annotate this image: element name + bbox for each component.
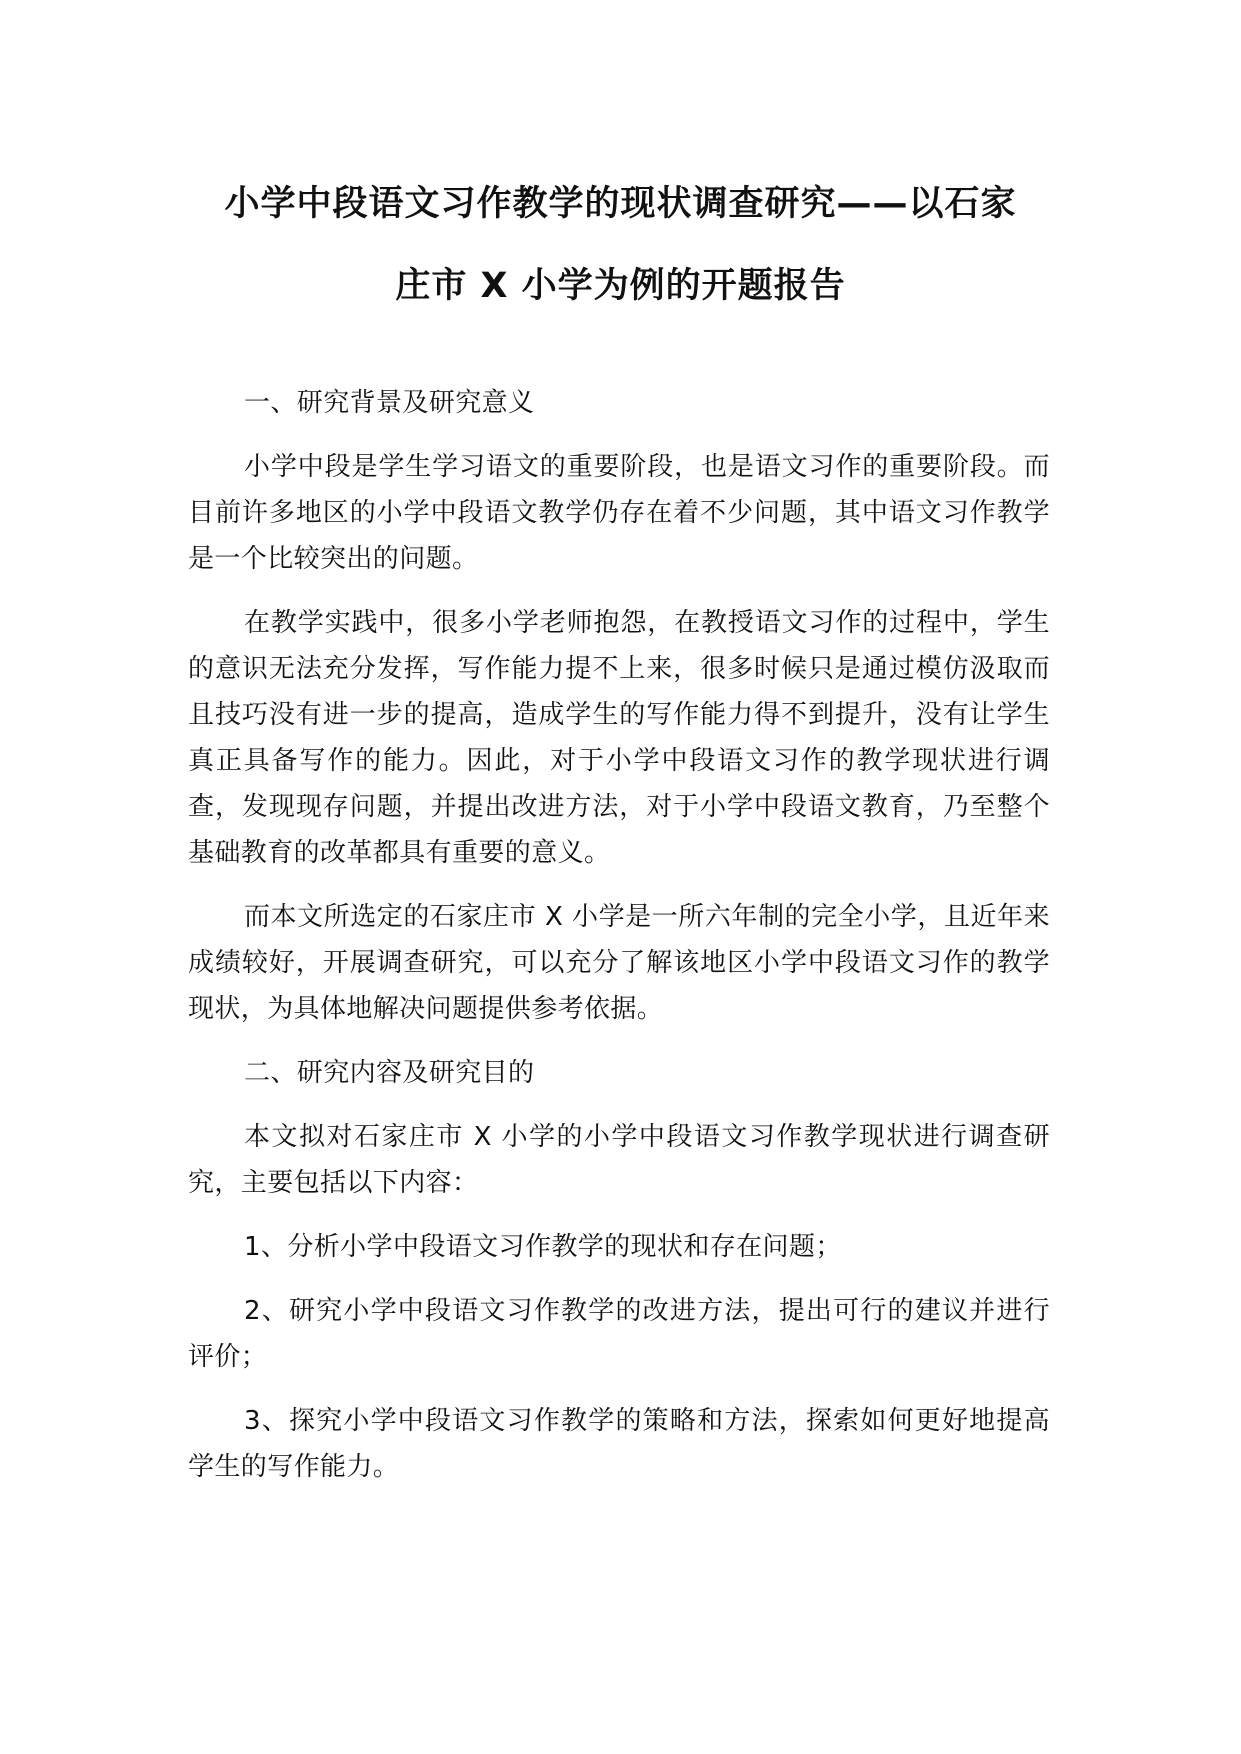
document-title-line-1: 小学中段语文习作教学的现状调查研究——以石家 xyxy=(224,184,1017,224)
document-title-line-2: 庄市 X 小学为例的开题报告 xyxy=(395,266,846,306)
paragraph-content-intro: 本文拟对石家庄市 X 小学的小学中段语文习作教学现状进行调查研究，主要包括以下内容： xyxy=(188,1122,1050,1198)
section-heading-content: 二、研究内容及研究目的 xyxy=(244,1058,535,1088)
section-heading-background: 一、研究背景及研究意义 xyxy=(244,388,535,418)
list-item-2: 2、研究小学中段语文习作教学的改进方法，提出可行的建议并进行评价； xyxy=(188,1296,1050,1372)
list-item-1: 1、分析小学中段语文习作教学的现状和存在问题； xyxy=(244,1232,842,1262)
list-item-3: 3、探究小学中段语文习作教学的策略和方法，探索如何更好地提高学生的写作能力。 xyxy=(188,1406,1050,1482)
paragraph-practice: 在教学实践中，很多小学老师抱怨，在教授语文习作的过程中，学生的意识无法充分发挥，写作能力提不上来，很多时候只是通过模仿汲取而且技巧没有进一步的提高，造成学生的写作能力得不到提升，没有让学生真正具备写作的能力。因此，对于小学中段语文习作的教学现状进行调查，发现现存问题，并提出改进方法，对于小学中段语文教育，乃至整个基础教育的改革都具有重要的意义。 xyxy=(188,608,1050,868)
paragraph-school: 而本文所选定的石家庄市 X 小学是一所六年制的完全小学，且近年来成绩较好，开展调查研究，可以充分了解该地区小学中段语文习作的教学现状，为具体地解决问题提供参考依据。 xyxy=(188,902,1050,1024)
document-body xyxy=(188,380,1050,1490)
paragraph-intro: 小学中段是学生学习语文的重要阶段，也是语文习作的重要阶段。而目前许多地区的小学中段语文教学仍存在着不少问题，其中语文习作教学是一个比较突出的问题。 xyxy=(188,452,1050,574)
